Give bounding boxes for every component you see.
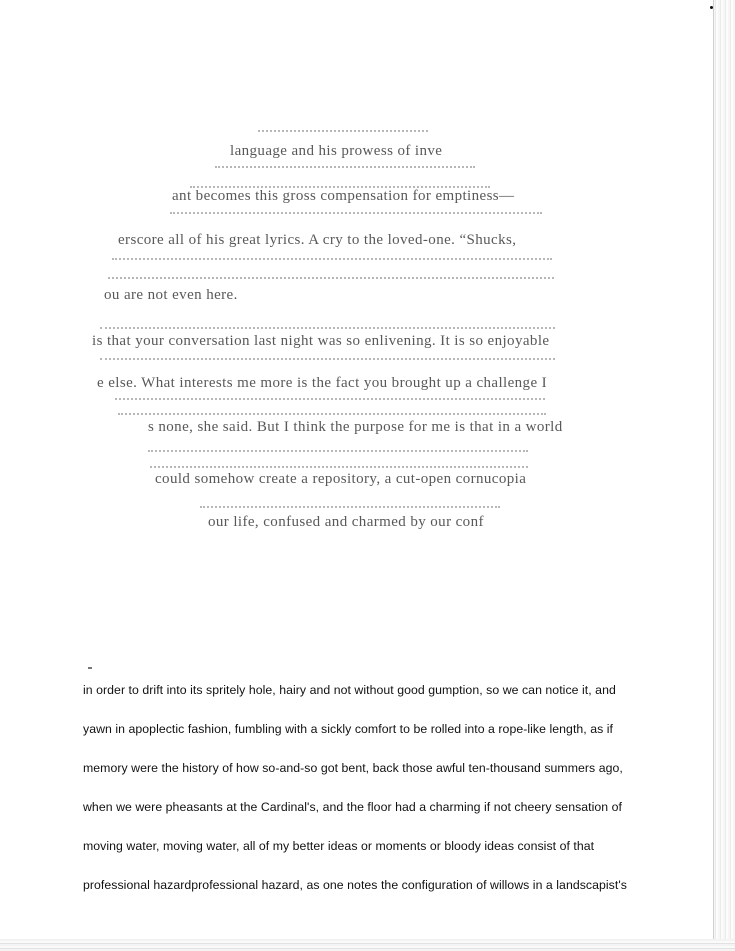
faded-line-3: erscore all of his great lyrics. A cry to the loved-one. “Shucks,: [118, 232, 517, 248]
faded-line-1: language and his prowess of inve: [230, 143, 443, 159]
scan-speck: [710, 6, 713, 9]
ghost-line: [100, 358, 555, 363]
faded-line-2: ant becomes this gross compensation for emptiness—: [172, 188, 515, 204]
faded-line-7: s none, she said. But I think the purpose for me is that in a world: [148, 419, 563, 435]
faded-line-9: our life, confused and charmed by our conf: [208, 514, 484, 530]
ghost-line: [100, 327, 555, 332]
ghost-line: [215, 166, 475, 171]
body-line-1: in order to drift into its spritely hole, hairy and not without good gumption, so we can notice it, and: [83, 683, 616, 697]
faded-line-5: is that your conversation last night was so enlivening. It is so enjoyable: [92, 333, 550, 349]
ghost-line: [258, 130, 428, 135]
ghost-line: [115, 398, 545, 403]
body-line-5: moving water, moving water, all of my better ideas or moments or bloody ideas consist of that: [83, 839, 595, 853]
scan-edge-right: [713, 0, 735, 951]
ghost-line: [148, 450, 528, 455]
body-line-4: when we were pheasants at the Cardinal's, and the floor had a charming if not cheery sensation of: [83, 800, 623, 814]
scan-edge-bottom: [0, 939, 735, 951]
body-line-3: memory were the history of how so-and-so got bent, back those awful ten-thousand summers ago,: [83, 761, 623, 775]
faded-line-6: e else. What interests me more is the fact you brought up a challenge I: [97, 375, 548, 391]
ghost-line: [200, 506, 500, 511]
ghost-line: [170, 212, 542, 217]
faded-line-8: could somehow create a repository, a cut-open cornucopia: [155, 471, 527, 487]
scan-speck-small: [88, 667, 92, 669]
ghost-line: [118, 413, 546, 418]
faded-line-4: ou are not even here.: [104, 287, 238, 303]
ghost-line: [108, 277, 554, 282]
body-line-6: professional hazardprofessional hazard, as one notes the configuration of willows in a landscapist's: [83, 878, 627, 892]
ghost-line: [112, 258, 552, 263]
body-line-2: yawn in apoplectic fashion, fumbling with a sickly comfort to be rolled into a rope-like length, as if: [83, 722, 614, 736]
scan-edge-line: [713, 0, 714, 951]
